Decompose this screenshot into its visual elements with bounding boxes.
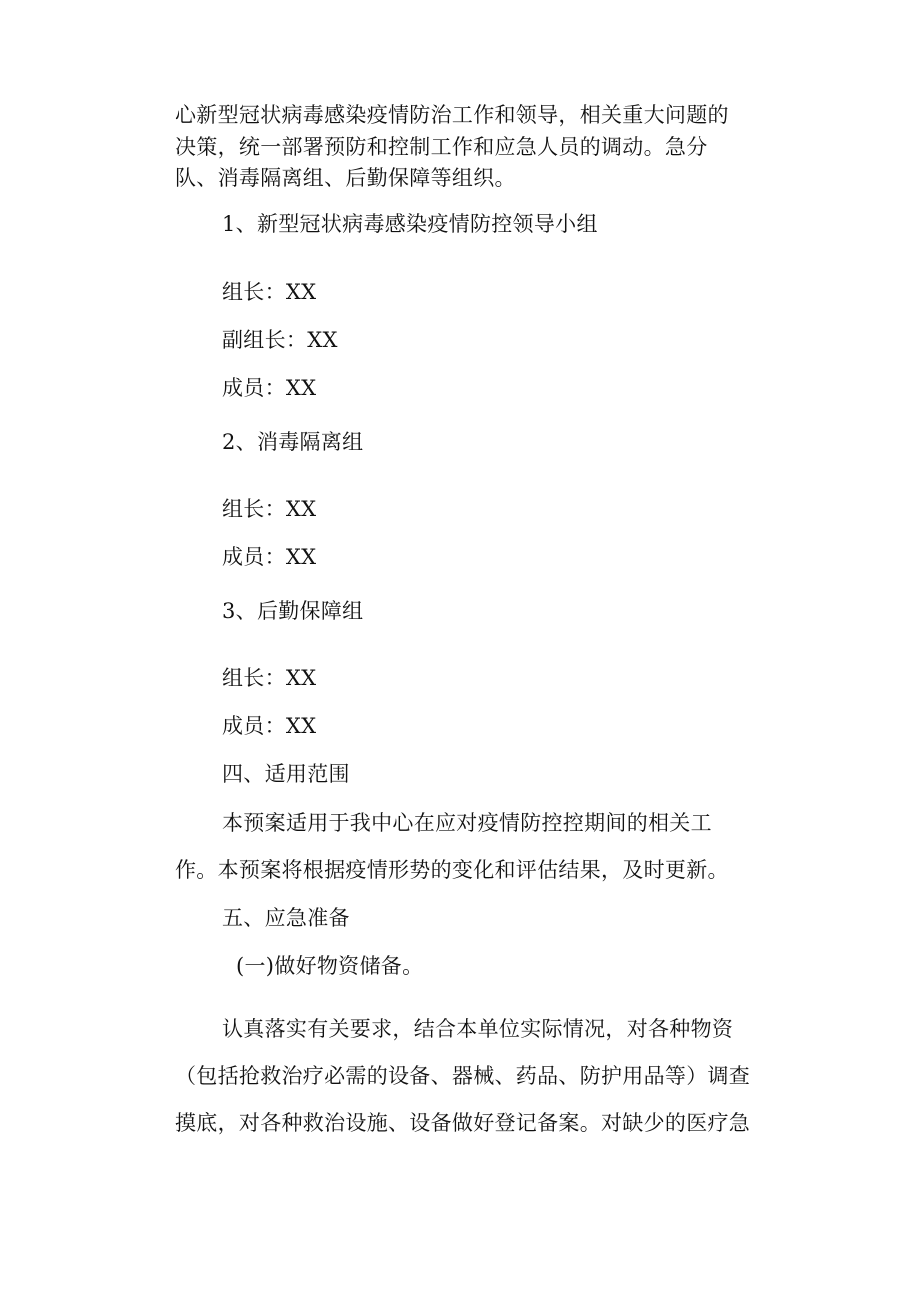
intro-line-3: 队、消毒隔离组、后勤保障等组织。 <box>175 166 516 190</box>
section5-line-2: （包括抢救治疗必需的设备、器械、药品、防护用品等）调查 <box>175 1064 751 1088</box>
group1-deputy: 副组长：XX <box>222 328 338 352</box>
section4-line-2: 作。本预案将根据疫情形势的变化和评估结果，及时更新。 <box>175 858 729 882</box>
intro-line-1: 心新型冠状病毒感染疫情防治工作和领导，相关重大问题的 <box>175 103 729 127</box>
section5-subheading: (一)做好物资储备。 <box>236 954 424 978</box>
section5-line-1: 认真落实有关要求，结合本单位实际情况，对各种物资 <box>222 1017 734 1041</box>
section5-heading: 五、应急准备 <box>222 906 350 930</box>
group1-leader: 组长：XX <box>222 280 317 304</box>
group1-members: 成员：XX <box>222 376 317 400</box>
group1-title: 1、新型冠状病毒感染疫情防控领导小组 <box>222 212 598 236</box>
group2-members: 成员：XX <box>222 545 317 569</box>
group2-leader: 组长：XX <box>222 497 317 521</box>
section4-line-1: 本预案适用于我中心在应对疫情防控控期间的相关工 <box>222 811 712 835</box>
group3-members: 成员：XX <box>222 714 317 738</box>
group2-title: 2、消毒隔离组 <box>222 430 364 454</box>
group3-title: 3、后勤保障组 <box>222 599 364 623</box>
section4-heading: 四、适用范围 <box>222 762 350 786</box>
group3-leader: 组长：XX <box>222 666 317 690</box>
section5-line-3: 摸底，对各种救治设施、设备做好登记备案。对缺少的医疗急 <box>175 1111 751 1135</box>
intro-line-2: 决策，统一部署预防和控制工作和应急人员的调动。急分 <box>175 135 708 159</box>
